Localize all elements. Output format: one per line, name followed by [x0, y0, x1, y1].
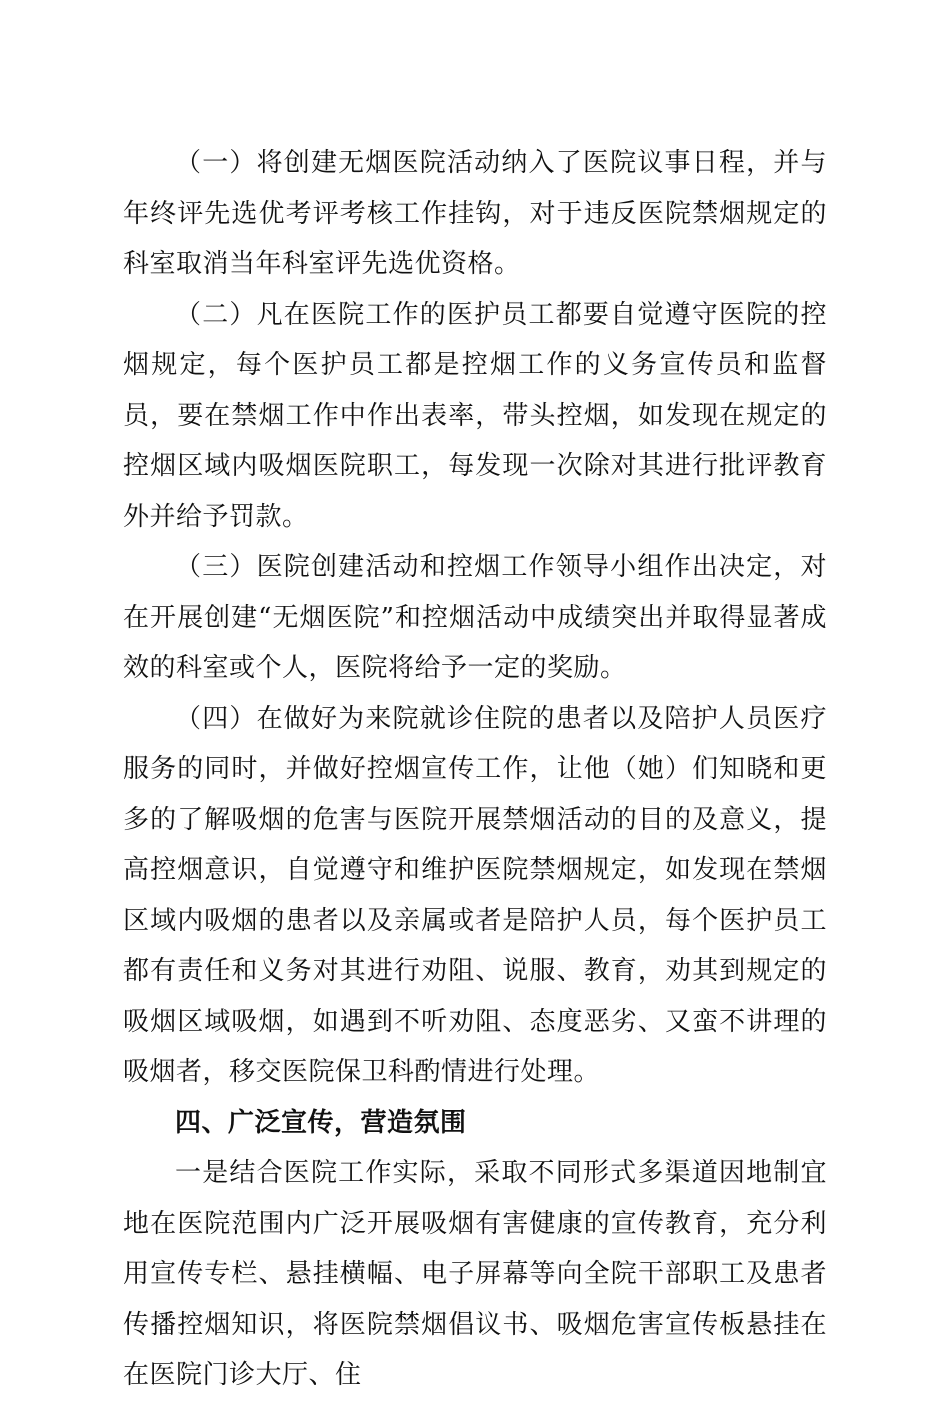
section-heading: 四、广泛宣传，营造氛围 — [175, 1107, 467, 1138]
paragraph-4: （四）在做好为来院就诊住院的患者以及陪护人员医疗服务的同时，并做好控烟宣传工作，让他（她）们知晓和更多的了解吸烟的危害与医院开展禁烟活动的目的及意义，提高控烟意识，自觉遵守和维护医院禁烟规定，如发现在禁烟区域内吸烟的患者以及亲属或者是陪护人员，每个医护员工都有责任和义务对其进行劝阻、说服、教育，劝其到规定的吸烟区域吸烟，如遇到不听劝阻、态度恶劣、又蛮不讲理的吸烟者，移交医院保卫科酌情进行处理。 — [123, 703, 827, 1087]
paragraph-5: 一是结合医院工作实际，采取不同形式多渠道因地制宜地在医院范围内广泛开展吸烟有害健康的宣传教育，充分利用宣传专栏、悬挂横幅、电子屏幕等向全院干部职工及患者传播控烟知识，将医院禁烟倡议书、吸烟危害宣传板悬挂在在医院门诊大厅、住 — [123, 1158, 827, 1390]
paragraph-2: （二）凡在医院工作的医护员工都要自觉遵守医院的控烟规定，每个医护员工都是控烟工作的义务宣传员和监督员，要在禁烟工作中作出表率，带头控烟，如发现在规定的控烟区域内吸烟医院职工，每发现一次除对其进行批评教育外并给予罚款。 — [123, 299, 827, 532]
paragraph-3: （三）医院创建活动和控烟工作领导小组作出决定，对在开展创建“无烟医院”和控烟活动中成绩突出并取得显著成效的科室或个人，医院将给予一定的奖励。 — [123, 552, 827, 683]
paragraph-1: （一）将创建无烟医院活动纳入了医院议事日程，并与年终评先选优考评考核工作挂钩，对于违反医院禁烟规定的科室取消当年科室评先选优资格。 — [123, 148, 827, 279]
